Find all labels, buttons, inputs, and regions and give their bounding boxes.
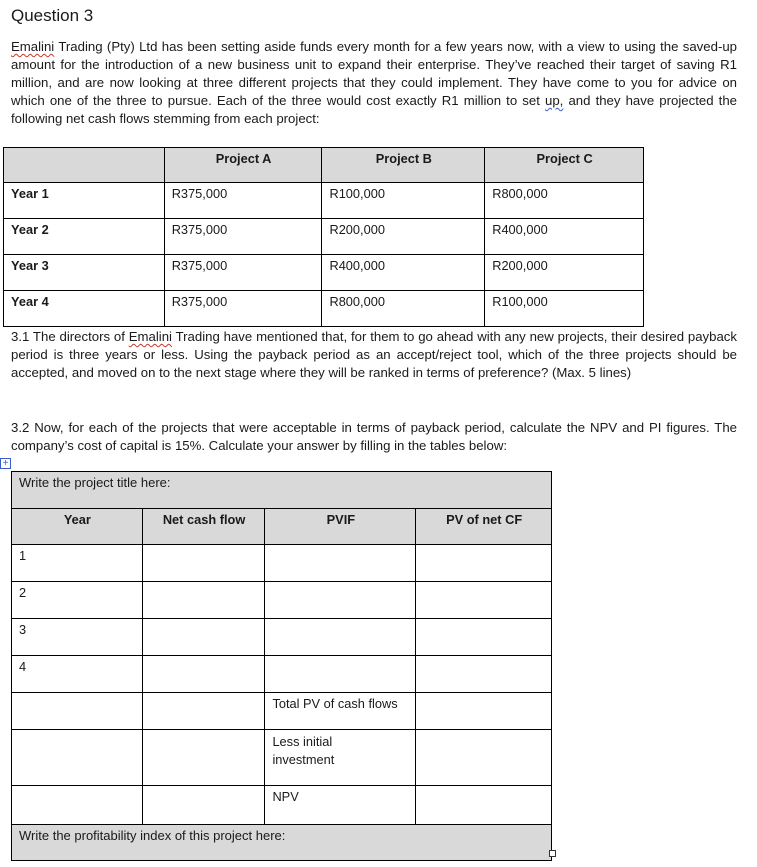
header-net-cash-flow[interactable]: Net cash flow	[142, 509, 265, 545]
project-c-cell[interactable]: R100,000	[485, 291, 644, 327]
pv-cell[interactable]	[416, 545, 552, 582]
header-project-a[interactable]: Project A	[164, 148, 322, 183]
pv-cell[interactable]	[416, 656, 552, 693]
project-title-row	[12, 472, 552, 509]
company-name-spellcheck[interactable]: Emalini	[128, 329, 172, 344]
profitability-index-row	[12, 825, 552, 861]
cashflow-table	[3, 147, 644, 327]
total-pv-cell[interactable]	[416, 693, 552, 730]
cashflow-row	[4, 219, 644, 255]
net-cash-flow-cell[interactable]	[142, 582, 265, 619]
table-move-handle-icon[interactable]: +	[0, 458, 11, 469]
pv-cell[interactable]	[416, 619, 552, 656]
header-pvif[interactable]: PVIF	[265, 509, 416, 545]
year-number-cell[interactable]: 4	[12, 656, 143, 693]
blank-cell[interactable]	[142, 730, 265, 786]
project-a-cell[interactable]: R375,000	[164, 219, 322, 255]
cashflow-row	[4, 255, 644, 291]
pv-cell[interactable]	[416, 582, 552, 619]
header-year[interactable]: Year	[12, 509, 143, 545]
blank-cell[interactable]	[12, 693, 143, 730]
npv-year-row	[12, 582, 552, 619]
npv-label[interactable]: NPV	[265, 786, 416, 825]
cashflow-header-row	[4, 148, 644, 183]
project-title-prompt[interactable]: Write the project title here:	[12, 472, 552, 509]
blank-cell[interactable]	[142, 693, 265, 730]
project-b-cell[interactable]: R800,000	[322, 291, 485, 327]
project-c-cell[interactable]: R800,000	[485, 183, 644, 219]
question-heading: Question 3	[11, 6, 94, 25]
year-cell[interactable]: Year 4	[4, 291, 165, 327]
total-pv-label[interactable]: Total PV of cash flows	[265, 693, 416, 730]
question-3-2: 3.2 Now, for each of the projects that were acceptable in terms of payback period, calculate the NPV and PI figures. The company’s cost of capital is 15%. Calculate your answer by filling in the tables below:	[11, 420, 737, 453]
year-cell[interactable]: Year 1	[4, 183, 165, 219]
blank-cell[interactable]	[12, 786, 143, 825]
cashflow-header-blank[interactable]	[4, 148, 165, 183]
npv-year-row	[12, 656, 552, 693]
project-b-cell[interactable]: R200,000	[322, 219, 485, 255]
year-number-cell[interactable]: 3	[12, 619, 143, 656]
npv-header-row	[12, 509, 552, 545]
less-investment-label[interactable]: Less initial investment	[265, 730, 416, 786]
company-name-spellcheck[interactable]: Emalini	[11, 39, 55, 54]
pvif-cell[interactable]	[265, 619, 416, 656]
project-c-cell[interactable]: R400,000	[485, 219, 644, 255]
q31-text-a: 3.1 The directors of	[11, 329, 129, 344]
year-cell[interactable]: Year 2	[4, 219, 165, 255]
npv-year-row	[12, 619, 552, 656]
project-b-cell[interactable]: R400,000	[322, 255, 485, 291]
table-resize-handle[interactable]	[549, 850, 556, 857]
net-cash-flow-cell[interactable]	[142, 619, 265, 656]
cashflow-row	[4, 291, 644, 327]
year-number-cell[interactable]: 1	[12, 545, 143, 582]
header-project-b[interactable]: Project B	[322, 148, 485, 183]
project-c-cell[interactable]: R200,000	[485, 255, 644, 291]
less-investment-cell[interactable]	[416, 730, 552, 786]
net-cash-flow-cell[interactable]	[142, 545, 265, 582]
question-3-1	[11, 328, 737, 382]
up-word-grammarcheck[interactable]: up,	[545, 93, 564, 108]
project-a-cell[interactable]: R375,000	[164, 255, 322, 291]
blank-cell[interactable]	[142, 786, 265, 825]
pvif-cell[interactable]	[265, 545, 416, 582]
intro-text-b: and they have projected the following net cash flows stemming from each project:	[11, 93, 737, 126]
npv-table	[11, 471, 552, 861]
project-a-cell[interactable]: R375,000	[164, 291, 322, 327]
q31-text-b: Trading have mentioned that, for them to go ahead with any new projects, their desired payback period is three years or less. Using the payback period as an accept/reject tool, which of the three projects should be accepted, and moved on to the next stage where they will be ranked in terms of preference? (Max. 5 lines)	[11, 329, 737, 380]
year-cell[interactable]: Year 3	[4, 255, 165, 291]
header-project-c[interactable]: Project C	[485, 148, 644, 183]
net-cash-flow-cell[interactable]	[142, 656, 265, 693]
project-b-cell[interactable]: R100,000	[322, 183, 485, 219]
pvif-cell[interactable]	[265, 656, 416, 693]
less-investment-row	[12, 730, 552, 786]
npv-cell[interactable]	[416, 786, 552, 825]
npv-row	[12, 786, 552, 825]
pvif-cell[interactable]	[265, 582, 416, 619]
intro-paragraph	[11, 38, 737, 128]
total-pv-row	[12, 693, 552, 730]
npv-year-row	[12, 545, 552, 582]
blank-cell[interactable]	[12, 730, 143, 786]
project-a-cell[interactable]: R375,000	[164, 183, 322, 219]
cashflow-row	[4, 183, 644, 219]
year-number-cell[interactable]: 2	[12, 582, 143, 619]
header-pv-of-net-cf[interactable]: PV of net CF	[416, 509, 552, 545]
intro-text-a: Trading (Pty) Ltd has been setting aside funds every month for a few years now, with a view to using the saved-up amount for the introduction of a new business unit to expand their enterprise. They’ve reached their target of saving R1 million, and are now looking at three different projects that they could implement. They have come to you for advice on which one of the three to pursue. Each of the three would cost exactly R1 million to set	[11, 39, 737, 108]
profitability-index-prompt[interactable]: Write the profitability index of this project here:	[12, 825, 552, 861]
